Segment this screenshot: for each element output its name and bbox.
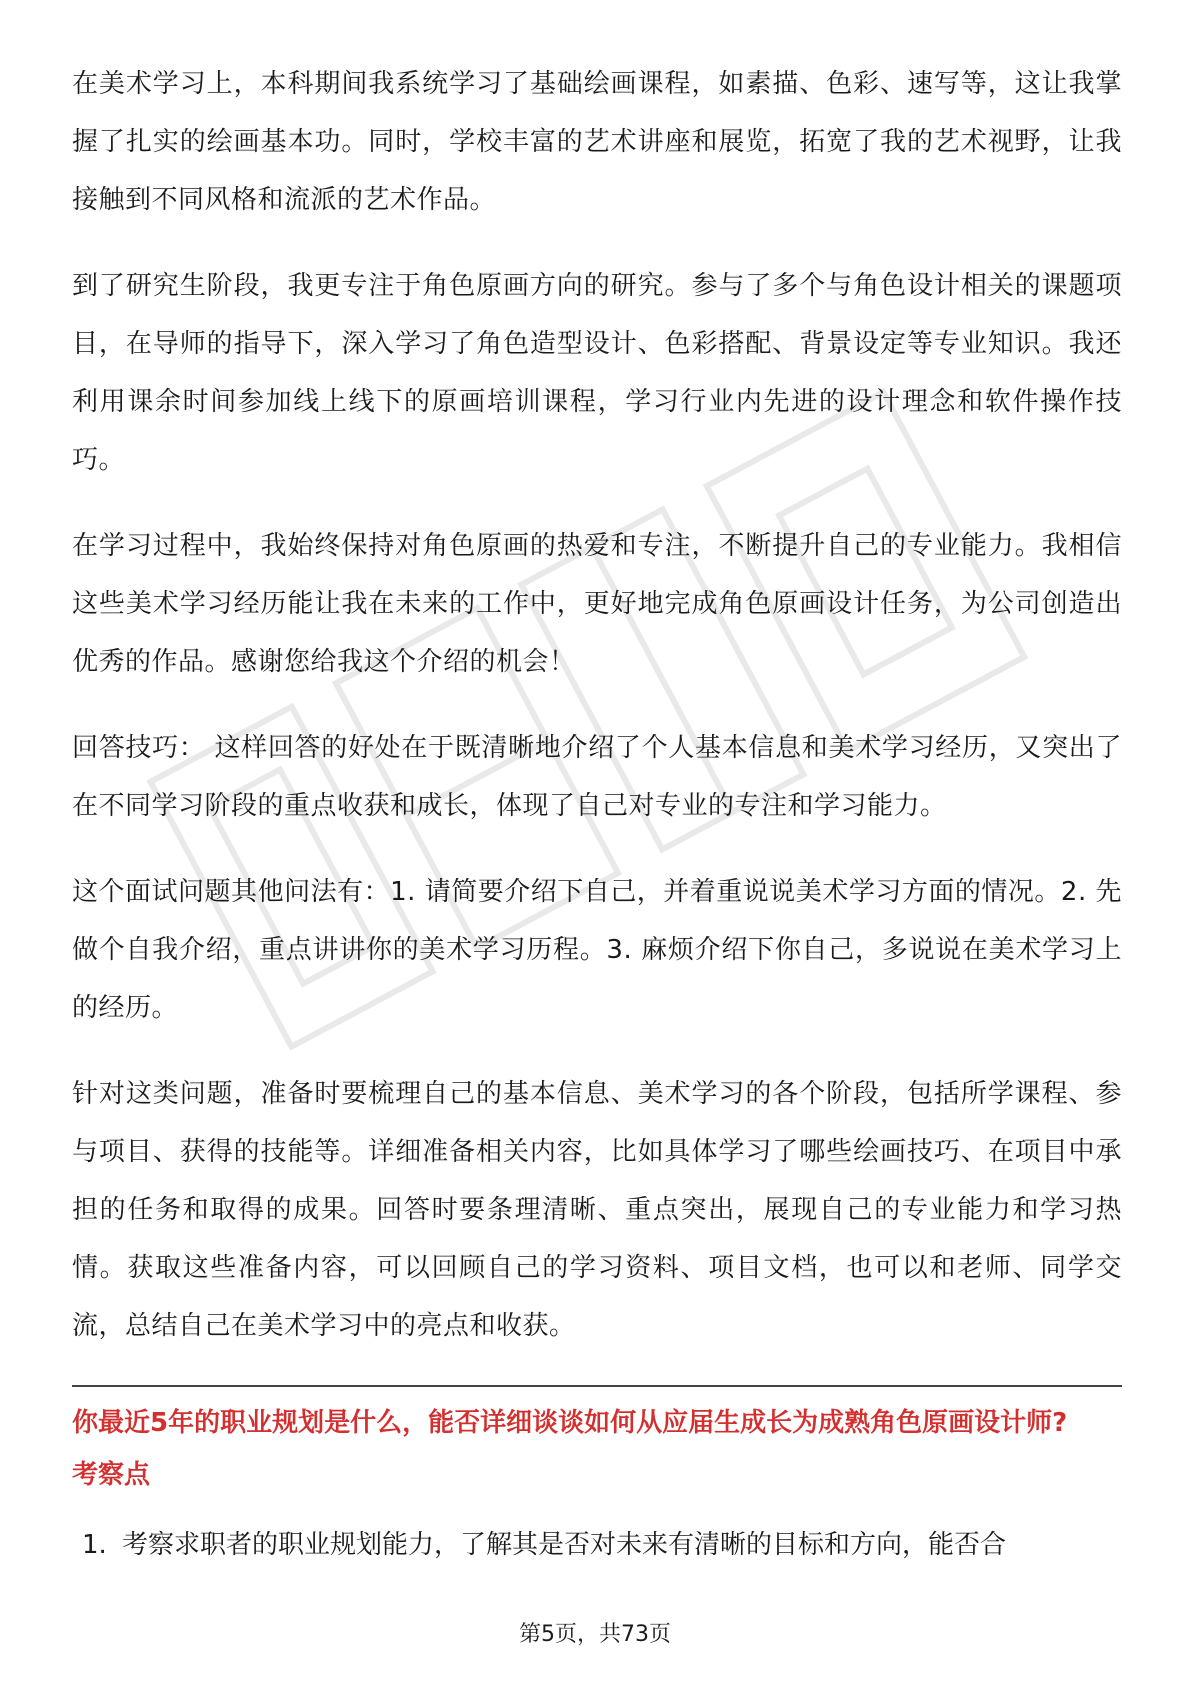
paragraph-answer-tips: 回答技巧： 这样回答的好处在于既清晰地介绍了个人基本信息和美术学习经历，又突出了在不同学习阶段的重点收获和成长，体现了自己对专业的专注和学习能力。	[72, 733, 1122, 821]
paragraph-graduate-study: 到了研究生阶段，我更专注于角色原画方向的研究。参与了多个与角色设计相关的课题项目，在导师的指导下，深入学习了角色造型设计、色彩搭配、背景设定等专业知识。我还利用课余时间参加线上线下的原画培训课程，学习行业内先进的设计理念和软件操作技巧。	[72, 271, 1122, 475]
paragraph-passion: 在学习过程中，我始终保持对角色原画的热爱和专注，不断提升自己的专业能力。我相信这些美术学习经历能让我在未来的工作中，更好地完成角色原画设计任务，为公司创造出优秀的作品。感谢您给我这个介绍的机会！	[72, 531, 1122, 677]
page-footer: 第5页，共73页	[519, 1622, 671, 1647]
main-content	[72, 55, 1122, 1565]
paragraph-preparation: 针对这类问题，准备时要梳理自己的基本信息、美术学习的各个阶段，包括所学课程、参与项目、获得的技能等。详细准备相关内容，比如具体学习了哪些绘画技巧、在项目中承担的任务和取得的成果。回答时要条理清晰、重点突出，展现自己的专业能力和学习热情。获取这些准备内容，可以回顾自己的学习资料、项目文档，也可以和老师、同学交流，总结自己在美术学习中的亮点和收获。	[72, 1079, 1122, 1341]
section-title-assessment-points: 考察点	[72, 1460, 151, 1490]
paragraph-art-study: 在美术学习上，本科期间我系统学习了基础绘画课程，如素描、色彩、速写等，这让我掌握了扎实的绘画基本功。同时，学校丰富的艺术讲座和展览，拓宽了我的艺术视野，让我接触到不同风格和流派的艺术作品。	[72, 69, 1122, 215]
list-item-number: 1.	[82, 1530, 107, 1560]
list-item-text: 考察求职者的职业规划能力，了解其是否对未来有清晰的目标和方向，能否合	[122, 1530, 1007, 1560]
interview-question: 你最近5年的职业规划是什么，能否详细谈谈如何从应届生成长为成熟角色原画设计师?	[72, 1408, 1068, 1438]
section-divider	[72, 1385, 1122, 1387]
paragraph-alternate-questions: 这个面试问题其他问法有：1. 请简要介绍下自己，并着重说说美术学习方面的情况。2. 先做个自我介绍，重点讲讲你的美术学习历程。3. 麻烦介绍下你自己，多说说在美术学习上的经历。	[72, 877, 1122, 1023]
list-item	[82, 1525, 1122, 1565]
